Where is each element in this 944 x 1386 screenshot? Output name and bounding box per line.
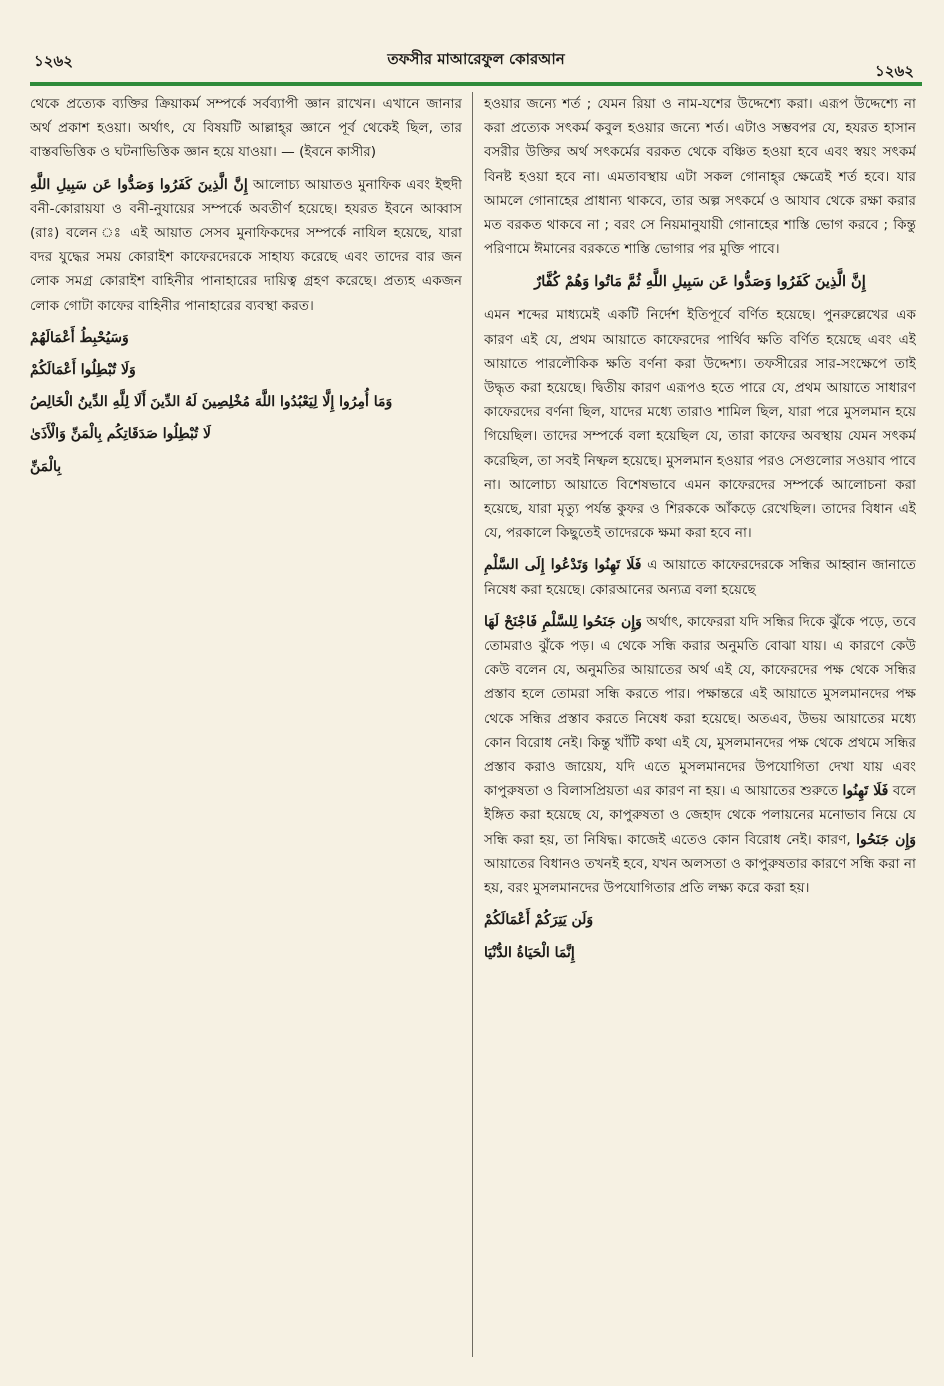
page-number-right: ১২৬২ bbox=[875, 62, 914, 80]
page-header bbox=[30, 40, 922, 80]
arabic-verse: وَلَن يَتِرَكُمْ أَعْمَالَكُمْ bbox=[484, 912, 594, 929]
arabic-verse: وَلَا تُبْطِلُوا أَعْمَالَكُمْ bbox=[30, 362, 136, 379]
arabic-verse: فَلَا تَهِنُوا bbox=[842, 783, 889, 800]
right-column bbox=[484, 92, 916, 1362]
arabic-verse: أَلَا لِلَّهِ الدِّينُ الْخَالِصُ bbox=[30, 394, 146, 411]
arabic-verse: وَإِن جَنَحُوا لِلسَّلْمِ فَاجْنَحْ لَهَا bbox=[484, 613, 642, 630]
paragraph bbox=[30, 326, 462, 350]
arabic-verse: وَمَا أُمِرُوا إِلَّا لِيَعْبُدُوا اللَّهَ مُخْلِصِينَ لَهُ الدِّينَ bbox=[150, 394, 393, 411]
left-column bbox=[30, 92, 462, 1362]
arabic-verse: لَا تُبْطِلُوا صَدَقَاتِكُم بِالْمَنِّ وَالْأَذَىٰ bbox=[30, 426, 211, 443]
paragraph bbox=[30, 455, 462, 479]
arabic-verse: إِنَّ الَّذِينَ كَفَرُوا وَصَدُّوا عَن سَبِيلِ اللَّهِ bbox=[30, 176, 248, 193]
paragraph bbox=[30, 422, 462, 446]
running-title: তফসীর মাআরেফুল কোরআন bbox=[387, 50, 565, 68]
paragraph: إِنَّ الَّذِينَ كَفَرُوا وَصَدُّوا عَن سَبِيلِ اللَّهِ আলোচ্য আয়াতও মুনাফিক এবং ইহুদী বনী-কোরায়যা ও বনী-নুযায়ের সম্পর্কে অবতীর্ণ হয়েছে। হযরত ইবনে আব্বাস (রাঃ) বলেন ঃ এই আয়াত সেসব মুনাফিকদের সম্পর্কে নাযিল হয়েছে, যারা বদর যুদ্ধের সময় কোরাইশ কাফেরদেরকে সাহায্য করেছে এবং তাদের বার জন লোক সমগ্র কোরাইশ বাহিনীর পানাহারের দায়িত্ব গ্রহণ করেছে। প্রত্যহ একজন লোক গোটা কাফের বাহিনীর পানাহারের ব্যবস্থা করত। bbox=[30, 176, 462, 314]
paragraph: এমন শব্দের মাধ্যমেই একটি নির্দেশ ইতিপূর্বে বর্ণিত হয়েছে। পুনরুল্লেখের এক কারণ এই যে, প্রথম আয়াতে কাফেরদের পার্থিব ক্ষতি বর্ণিত হয়েছে এবং এই আয়াতে পারলৌকিক ক্ষতি বর্ণনা করা উদ্দেশ্য। তফসীরের সার-সংক্ষেপে তাই উদ্ধৃত করা হয়েছে। দ্বিতীয় কারণ এরূপও হতে পারে যে, প্রথম আয়াতে সাধারণ কাফেরদের বর্ণনা ছিল, যাদের মধ্যে তারাও শামিল ছিল, যারা পরে মুসলমান হয়ে গিয়েছিল। তাদের সম্পর্কে বলা হয়েছিল যে, তারা কাফের অবস্থায় যেমন সৎকর্ম করেছিল, তা সবই নিষ্ফল হয়েছে। মুসলমান হওয়ার পরও সেগুলোর সওয়াব পাবে না। আলোচ্য আয়াতে বিশেষভাবে এমন কাফেরদের সম্পর্কে আলোচনা করা হয়েছে, যারা মৃত্যু পর্যন্ত কুফর ও শিরককে আঁকড়ে রেখেছিল। তাদের বিধান এই যে, পরকালে কিছুতেই তাদেরকে ক্ষমা করা হবে না। bbox=[484, 307, 916, 542]
paragraph: فَلَا تَهِنُوا وَتَدْعُوا إِلَى السَّلْمِ এ আয়াতে কাফেরদেরকে সন্ধির আহ্বান জানাতে নিষেধ করা হয়েছে। কোরআনের অন্যত্র বলা হয়েছে bbox=[484, 557, 916, 598]
paragraph bbox=[30, 358, 462, 382]
header-rule bbox=[30, 82, 922, 86]
arabic-verse: وَإِن جَنَحُوا bbox=[856, 831, 916, 848]
paragraph: وَإِن جَنَحُوا لِلسَّلْمِ فَاجْنَحْ لَهَا অর্থাৎ, কাফেররা যদি সন্ধির দিকে ঝুঁকে পড়ে, তবে তোমরাও ঝুঁকে পড়। এ থেকে সন্ধি করার অনুমতি বোঝা যায়। এ কারণে কেউ কেউ বলেন যে, অনুমতির আয়াতের অর্থ এই যে, কাফেরদের পক্ষ থেকে সন্ধির প্রস্তাব হলে তোমরা সন্ধি করতে পার। পক্ষান্তরে এই আয়াতে মুসলমানদের পক্ষ থেকে সন্ধির প্রস্তাব করতে নিষেধ করা হয়েছে। অতএব, উভয় আয়াতের মধ্যে কোন বিরোধ নেই। কিন্তু খাঁটি কথা এই যে, মুসলমানদের পক্ষ থেকে প্রথমে সন্ধির প্রস্তাব করাও জায়েয, যদি এতে মুসলমানদের উপযোগিতা দেখা যায় এবং কাপুরুষতা ও বিলাসপ্রিয়তা এর কারণ না হয়। এ আয়াতের শুরুতে فَلَا تَهِنُوا বলে ইঙ্গিত করা হয়েছে যে, কাপুরুষতা ও জেহাদ থেকে পলায়নের মনোভাব নিয়ে যে সন্ধি করা হয়, তা নিষিদ্ধ। কাজেই এতেও কোন বিরোধ নেই। কারণ, وَإِن جَنَحُوا আয়াতের বিধানও তখনই হবে, যখন অলসতা ও কাপুরুষতার কারণে সন্ধি করা না হয়, বরং মুসলমানদের উপযোগিতার প্রতি লক্ষ্য করে করা হয়। bbox=[484, 613, 916, 897]
paragraph bbox=[30, 390, 462, 414]
page-number-left: ১২৬২ bbox=[34, 52, 73, 70]
arabic-verse: بِالْمَنِّ bbox=[30, 458, 62, 475]
arabic-verse: فَلَا تَهِنُوا وَتَدْعُوا إِلَى السَّلْمِ bbox=[484, 557, 642, 574]
arabic-verse: إِنَّ الَّذِينَ كَفَرُوا وَصَدُّوا عَن سَبِيلِ اللَّهِ ثُمَّ مَاتُوا وَهُمْ كُفَّارٌ bbox=[534, 273, 866, 291]
column-divider bbox=[472, 92, 473, 1357]
paragraph: হওয়ার জন্যে শর্ত ; যেমন রিয়া ও নাম-যশের উদ্দেশ্যে করা। এরূপ উদ্দেশ্যে না করা প্রত্যেক সৎকর্ম কবুল হওয়ার জন্যে শর্ত। এটাও সম্ভবপর যে, হযরত হাসান বসরীর উক্তির অর্থ সৎকর্মের বরকত থেকে বঞ্চিত হওয়া হবে এবং স্বয়ং সৎকর্ম বিনষ্ট হওয়া হবে না। এমতাবস্থায় এটা সকল গোনাহ্‌র ক্ষেত্রেই শর্ত হবে। যার আমলে গোনাহের প্রাধান্য থাকবে, তার অল্প সৎকর্মে ও আযাব থেকে রক্ষা করার মত বরকত থাকবে না ; বরং সে নিয়মানুযায়ী গোনাহের শাস্তি ভোগ করবে ; কিন্তু পরিণামে ঈমানের বরকতে শাস্তি ভোগার পর মুক্তি পাবে। bbox=[484, 96, 916, 258]
arabic-verse: إِنَّمَا الْحَيَاةُ الدُّنْيَا bbox=[484, 944, 575, 961]
arabic-verse: وَسَيُحْبِطُ أَعْمَالَهُمْ bbox=[30, 329, 129, 346]
paragraph bbox=[484, 941, 916, 965]
paragraph bbox=[484, 908, 916, 932]
paragraph: থেকে প্রত্যেক ব্যক্তির ক্রিয়াকর্ম সম্পর্কে সর্বব্যাপী জ্ঞান রাখেন। এখানে জানার অর্থ প্রকাশ হওয়া। অর্থাৎ, যে বিষয়টি আল্লাহ্‌র জ্ঞানে পূর্ব থেকেই ছিল, তার বাস্তবভিত্তিক ও ঘটনাভিত্তিক জ্ঞান হয়ে যাওয়া। — (ইবনে কাসীর) bbox=[30, 96, 462, 161]
